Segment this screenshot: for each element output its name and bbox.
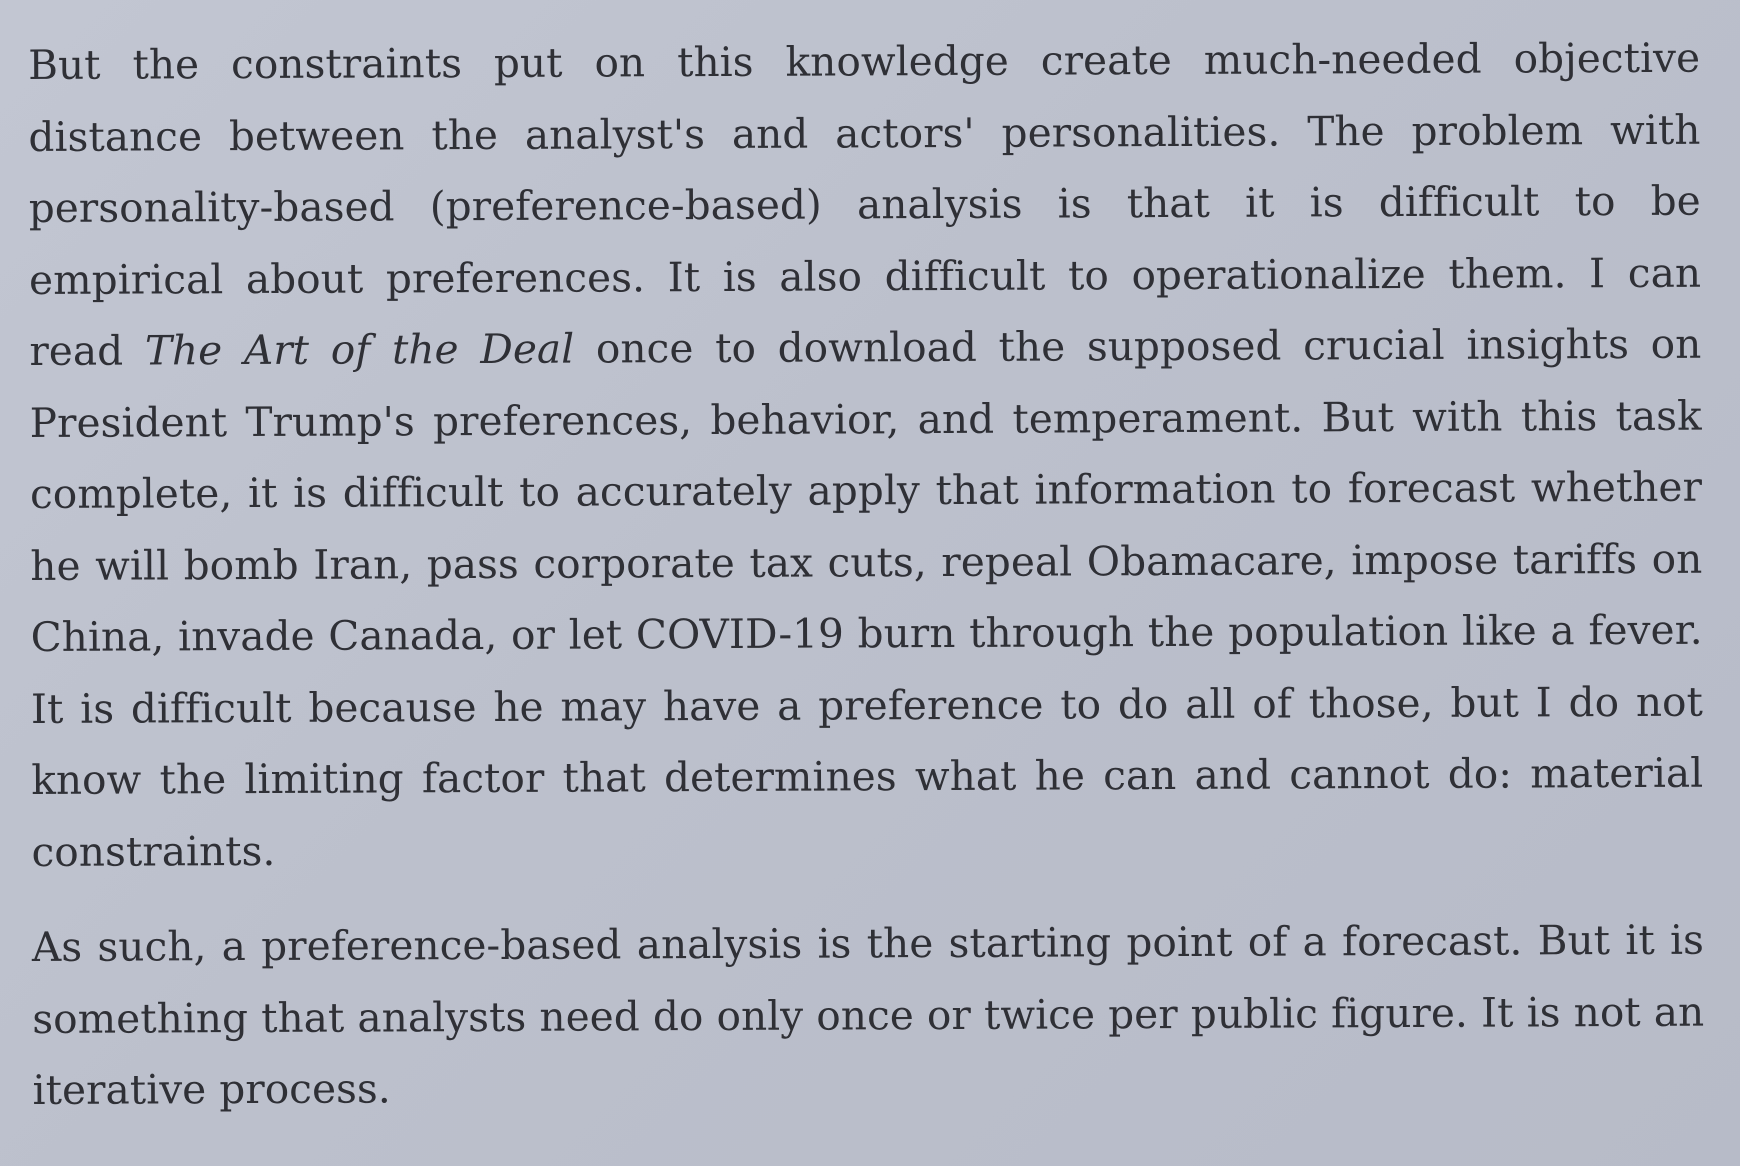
paragraph-1-text-start: But the constraints put on this knowledge create much-needed objective distance between the analyst's and actors' personalities. The problem with personality-based (preference-based) analysis is that it is difficult to be empirical about preferences. It is also difficult to operationalize them. I can read: [28, 33, 1702, 375]
book-title-italic: The Art of the Deal: [144, 324, 575, 375]
book-page: [28, 23, 1705, 1127]
paragraph-2: As such, a preference-based analysis is the starting point of a forecast. But it is something that analysts need do only once or twice per public figure. It is not an iterative process.: [31, 915, 1705, 1114]
paragraph-1-text-end: once to download the supposed crucial insights on President Trump's preferences, behavior, and temperament. But with this task complete, it is difficult to accurately apply that information to forecast whether he will bomb Iran, pass corporate tax cuts, repeal Obamacare, impose tariffs on China, invade Canada, or let COVID-19 burn through the population like a fever. It is difficult because he may have a preference to do all of those, but I do not know the limiting factor that determines what he can and cannot do: material constraints.: [29, 319, 1704, 876]
paragraph-1: [28, 23, 1704, 888]
